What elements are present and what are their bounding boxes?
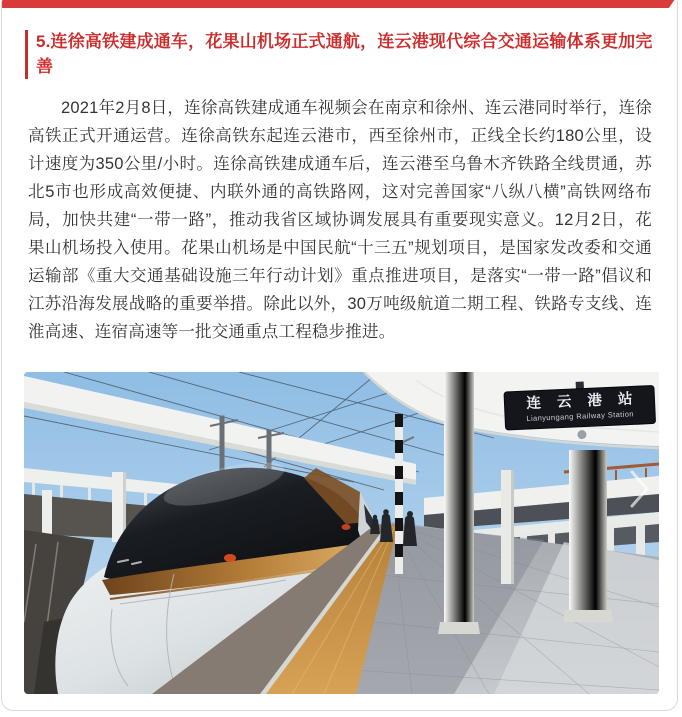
article-card [1,0,678,711]
station-photo [24,372,659,694]
title-accent-bar [25,30,28,79]
station-photo-scene [24,372,659,694]
top-red-bar [2,0,677,8]
station-sign-en: Lianyungang Railway Station [526,409,635,424]
article-paragraph: 2021年2月8日，连徐高铁建成通车视频会在南京和徐州、连云港同时举行，连徐高铁正式开通运营。连徐高铁东起连云港市，西至徐州市，正线全长约180公里，设计速度为350公里/小时。连徐高铁建成通车后，连云港至乌鲁木齐铁路全线贯通，苏北5市也形成高效便捷、内联外通的高铁路网，这对完善国家“八纵八横”高铁网络布局，加快共建“一带一路”，推动我省区域协调发展具有重要现实意义。12月2日，花果山机场投入使用。花果山机场是中国民航“十三五”规划项目，是国家发改委和交通运输部《重大交通基础设施三年行动计划》重点推进项目，是落实“一带一路”倡议和江苏沿海发展战略的重要举措。除此以外，30万吨级航道二期工程、铁路专支线、连淮高速、连宿高速等一批交通重点工程稳步推进。 [28,99,652,342]
station-sign-cn: 连 云 港 站 [526,391,639,413]
article-title: 5.连徐高铁建成通车，花果山机场正式通航，连云港现代综合交通运输体系更加完善 [35,32,653,76]
article-header [25,30,655,79]
